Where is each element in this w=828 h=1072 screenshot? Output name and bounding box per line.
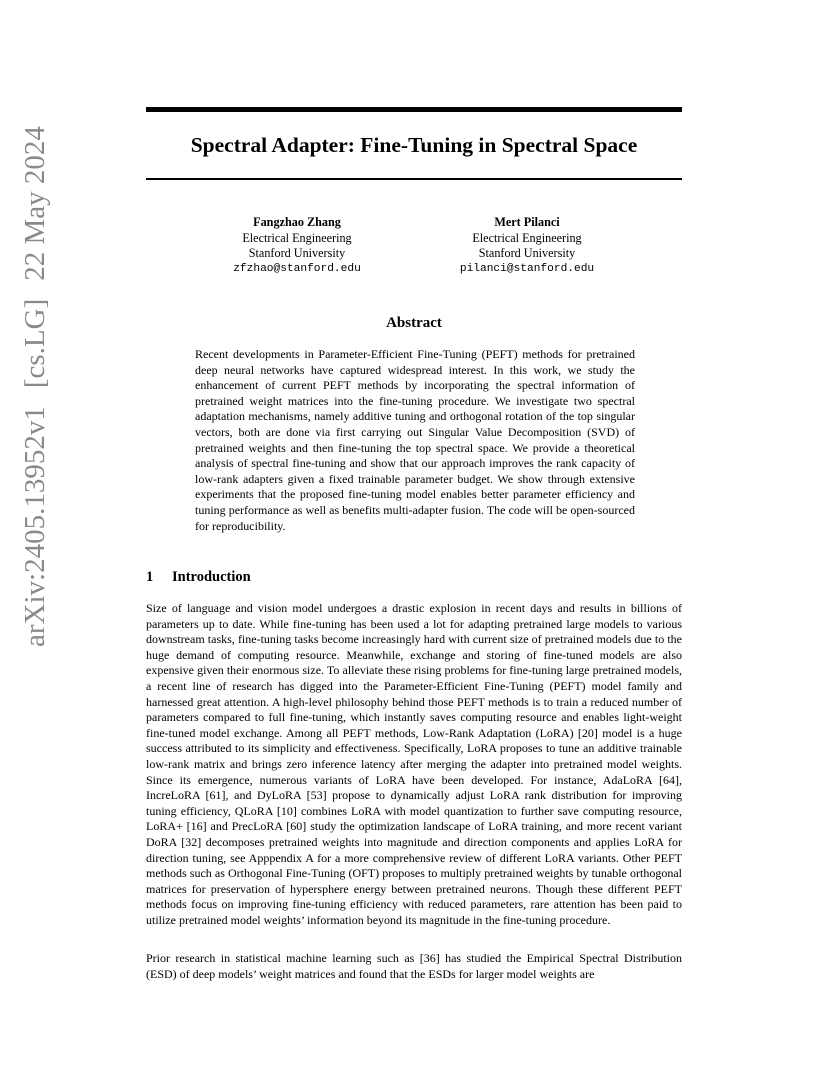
author-block <box>197 215 397 277</box>
author-affiliation: Stanford University <box>248 246 346 260</box>
author-department: Electrical Engineering <box>242 230 352 245</box>
author-department: Electrical Engineering <box>472 230 582 245</box>
arxiv-category: [cs.LG] <box>19 298 51 389</box>
author-email[interactable]: pilanci@stanford.edu <box>459 262 595 275</box>
section-number: 1 <box>146 569 154 585</box>
author-name: Fangzhao Zhang <box>253 215 341 229</box>
arxiv-sidebar-stamp <box>18 126 52 647</box>
author-name: Mert Pilanci <box>494 215 560 229</box>
author-block <box>427 215 627 277</box>
paper-title: Spectral Adapter: Fine-Tuning in Spectral Space <box>190 133 638 157</box>
body-paragraph: Size of language and vision model undergoes a drastic explosion in recent days and results in billions of parameters up to date. While fine-tuning has been used a lot for adapting pretrained large models to various downstream tasks, fine-tuning tasks become increasingly hard with current size of pretrained models due to the huge demand of computing resource. Meanwhile, exchange and storing of fine-tuned models are also expensive given their enormous size. To alleviate these rising problems for fine-tuning large pretrained models, a recent line of research has digged into the Parameter-Efficient Fine-Tuning (PEFT) model family and harnessed great attention. A high-level philosophy behind those PEFT methods is to train a reduced number of parameters compared to full fine-tuning, which instantly saves computing resource and enables light-weight fine-tuned model exchange. Among all PEFT methods, Low-Rank Adaptation (LoRA) [20] model is a huge success attributed to its simplicity and effectiveness. Specifically, LoRA proposes to tune an additive trainable low-rank matrix and brings zero inference latency after merging the adapter into pretrained model weights. Since its emergence, numerous variants of LoRA have been developed. For instance, AdaLoRA [64], IncreLoRA [61], and DyLoRA [53] propose to dynamically adjust LoRA rank distribution for improving tuning efficiency, QLoRA [10] combines LoRA with model quantization to further save computing resource, LoRA+ [16] and PrecLoRA [60] study the optimization landscape of LoRA training, and more recent variant DoRA [32] decomposes pretrained weights into magnitude and direction components and applies LoRA for direction tuning, see Apppendix A for a more comprehensive review of different LoRA variants. Other PEFT methods such as Orthogonal Fine-Tuning (OFT) proposes to multiply pretrained weights by tunable orthogonal matrices for preservation of hypersphere energy between pretrained neurons. Though these different PEFT methods focus on improving fine-tuning efficiency with reduced parameters, rare attention has been paid to utilize pretrained model weights’ information beyond its magnitude in the fine-tuning procedure. <box>146 601 682 927</box>
author-affiliation: Stanford University <box>478 246 576 260</box>
section-title: Introduction <box>172 569 251 585</box>
arxiv-date: 22 May 2024 <box>19 126 51 281</box>
body-paragraph: Prior research in statistical machine learning such as [36] has studied the Empirical Spectral Distribution (ESD) of deep models’ weight matrices and found that the ESDs for larger model weights are <box>146 951 682 981</box>
author-email[interactable]: zfzhao@stanford.edu <box>233 262 361 275</box>
title-top-rule <box>146 107 682 112</box>
title-bottom-rule <box>146 178 682 180</box>
section-heading <box>146 567 251 587</box>
abstract-heading: Abstract <box>386 315 442 331</box>
abstract-text: Recent developments in Parameter-Efficient Fine-Tuning (PEFT) methods for pretrained deep neural networks have captured widespread interest. In this work, we study the enhancement of current PEFT methods by incorporating the spectral information of pretrained weight matrices into the fine-tuning procedure. We investigate two spectral adaptation mechanisms, namely additive tuning and orthogonal rotation of the top singular vectors, both are done via first carrying out Singular Value Decomposition (SVD) of pretrained weights and then fine-tuning the top spectral space. We provide a theoretical analysis of spectral fine-tuning and show that our approach improves the rank capacity of low-rank adapters given a fixed trainable parameter budget. We show through extensive experiments that the proposed fine-tuning model enables better parameter efficiency and tuning performance as well as benefits multi-adapter fusion. The code will be open-sourced for reproducibility. <box>195 347 635 533</box>
arxiv-id: arXiv:2405.13952v1 <box>19 406 51 647</box>
